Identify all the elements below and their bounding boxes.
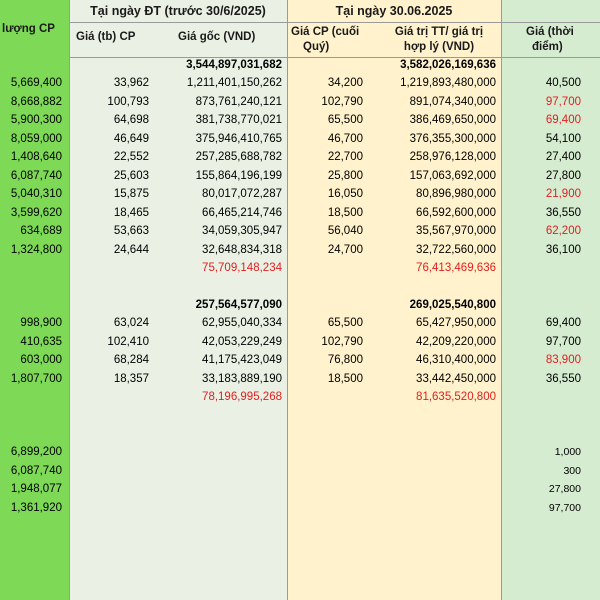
cell-avg-price: 33,962 xyxy=(113,77,149,90)
cell-price-at-time: 97,700 xyxy=(545,95,581,108)
cell-quantity: 5,900,300 xyxy=(10,114,62,127)
cell-quantity: 6,899,200 xyxy=(10,446,62,459)
cell-price-end-quarter: 25,800 xyxy=(327,169,363,182)
cell-avg-price: 100,793 xyxy=(107,95,149,108)
header-price-at-time-line1: Giá (thời xyxy=(526,26,574,38)
cell-quantity: 603,000 xyxy=(20,354,62,367)
cell-price-at-time: 40,500 xyxy=(545,77,581,90)
cell-price-end-quarter: 65,500 xyxy=(327,114,363,127)
cell-quantity: 1,948,077 xyxy=(10,483,62,496)
cell-fair-value: 35,567,970,000 xyxy=(416,225,496,238)
cell-price-at-time: 300 xyxy=(563,464,581,477)
cell-price-end-quarter: 56,040 xyxy=(327,225,363,238)
cell-fair-value: 891,074,340,000 xyxy=(409,95,496,108)
cell-fair-value: 3,582,026,169,636 xyxy=(400,59,496,71)
cell-cost-price xyxy=(150,277,282,295)
cell-price-end-quarter xyxy=(287,388,363,406)
cell-price-end-quarter xyxy=(287,56,363,74)
cell-avg-price: 18,465 xyxy=(113,206,149,219)
cell-price-at-time: 69,400 xyxy=(545,114,581,127)
cell-cost-price xyxy=(150,499,282,517)
cell-price-at-time xyxy=(501,277,581,295)
cell-price-at-time: 21,900 xyxy=(545,188,581,201)
cell-quantity xyxy=(0,425,62,443)
cell-price-at-time xyxy=(501,56,581,74)
cell-cost-price: 381,738,770,021 xyxy=(195,114,282,127)
cell-fair-value: 386,469,650,000 xyxy=(409,114,496,127)
header-price-end-quarter-line1: Giá CP (cuối xyxy=(291,26,360,38)
cell-price-at-time: 1,000 xyxy=(554,446,581,459)
header-quantity: lượng CP xyxy=(2,23,55,35)
cell-avg-price: 102,410 xyxy=(107,335,149,348)
cell-price-end-quarter: 102,790 xyxy=(321,335,363,348)
cell-fair-value: 65,427,950,000 xyxy=(416,317,496,330)
header-price-at-time-line2: điểm) xyxy=(532,41,563,53)
cell-avg-price: 24,644 xyxy=(113,243,149,256)
header-group-30-06-2025: Tại ngày 30.06.2025 xyxy=(335,4,453,18)
cell-avg-price xyxy=(69,56,149,74)
cell-price-at-time: 27,800 xyxy=(545,169,581,182)
cell-avg-price: 25,603 xyxy=(113,169,149,182)
cell-price-end-quarter: 16,050 xyxy=(327,188,363,201)
cell-cost-price: 41,175,423,049 xyxy=(202,354,282,367)
cell-cost-price: 257,285,688,782 xyxy=(195,151,282,164)
cell-fair-value: 80,896,980,000 xyxy=(416,188,496,201)
cell-price-end-quarter: 18,500 xyxy=(327,372,363,385)
header-price-at-time xyxy=(526,25,598,55)
cell-price-at-time: 27,800 xyxy=(548,483,581,496)
cell-quantity xyxy=(0,407,62,425)
cell-cost-price: 1,211,401,150,262 xyxy=(186,77,282,90)
header-group-investment-date: Tại ngày ĐT (trước 30/6/2025) xyxy=(90,4,266,18)
cell-price-end-quarter: 76,800 xyxy=(327,354,363,367)
cell-price-at-time: 97,700 xyxy=(545,335,581,348)
cell-quantity: 6,087,740 xyxy=(10,169,62,182)
cell-avg-price xyxy=(69,407,149,425)
cell-cost-price: 873,761,240,121 xyxy=(195,95,282,108)
cell-quantity xyxy=(0,277,62,295)
cell-price-end-quarter: 34,200 xyxy=(327,77,363,90)
header-fair-value xyxy=(378,25,500,55)
cell-fair-value xyxy=(365,499,496,517)
header-price-end-quarter-line2: Quý) xyxy=(303,41,330,53)
cell-avg-price: 68,284 xyxy=(113,354,149,367)
cell-fair-value: 66,592,600,000 xyxy=(416,206,496,219)
cell-fair-value: 42,209,220,000 xyxy=(416,335,496,348)
cell-avg-price xyxy=(69,296,149,314)
cell-fair-value: 32,722,560,000 xyxy=(416,243,496,256)
cell-price-at-time xyxy=(501,388,581,406)
cell-price-end-quarter xyxy=(287,425,363,443)
cell-cost-price: 33,183,889,190 xyxy=(202,372,282,385)
cell-price-at-time xyxy=(501,425,581,443)
cell-fair-value: 1,219,893,480,000 xyxy=(400,77,496,90)
grid-line xyxy=(69,22,600,23)
header-fair-value-line2: hợp lý (VND) xyxy=(403,41,475,53)
cell-price-at-time: 62,200 xyxy=(545,225,581,238)
cell-price-end-quarter xyxy=(287,443,363,461)
cell-cost-price: 42,053,229,249 xyxy=(202,335,282,348)
cell-price-end-quarter xyxy=(287,480,363,498)
cell-price-end-quarter: 18,500 xyxy=(327,206,363,219)
cell-avg-price: 46,649 xyxy=(113,132,149,145)
cell-quantity: 6,087,740 xyxy=(10,464,62,477)
cell-avg-price: 22,552 xyxy=(113,151,149,164)
cell-price-at-time: 54,100 xyxy=(545,132,581,145)
cell-price-end-quarter xyxy=(287,277,363,295)
cell-fair-value: 269,025,540,800 xyxy=(409,298,496,311)
cell-price-at-time: 27,400 xyxy=(545,151,581,164)
cell-price-at-time: 83,900 xyxy=(545,354,581,367)
cell-avg-price xyxy=(69,462,149,480)
header-fair-value-line1: Giá trị TT/ giá trị xyxy=(394,26,484,38)
cell-fair-value: 46,310,400,000 xyxy=(416,354,496,367)
cell-fair-value: 157,063,692,000 xyxy=(409,169,496,182)
cell-price-at-time: 36,100 xyxy=(545,243,581,256)
cell-quantity: 8,059,000 xyxy=(10,132,62,145)
header-price-end-quarter xyxy=(291,25,371,55)
cell-price-at-time: 69,400 xyxy=(545,317,581,330)
cell-price-at-time: 97,700 xyxy=(548,501,581,514)
cell-cost-price xyxy=(150,407,282,425)
cell-quantity: 1,807,700 xyxy=(10,372,62,385)
cell-avg-price xyxy=(69,259,149,277)
cell-avg-price: 63,024 xyxy=(113,317,149,330)
cell-cost-price xyxy=(150,480,282,498)
cell-cost-price: 66,465,214,746 xyxy=(202,206,282,219)
cell-quantity xyxy=(0,388,62,406)
cell-fair-value: 33,442,450,000 xyxy=(416,372,496,385)
cell-price-end-quarter: 46,700 xyxy=(327,132,363,145)
cell-cost-price xyxy=(150,425,282,443)
cell-avg-price xyxy=(69,443,149,461)
cell-fair-value xyxy=(365,480,496,498)
cell-quantity xyxy=(0,56,62,74)
cell-quantity xyxy=(0,296,62,314)
cell-quantity: 410,635 xyxy=(20,335,62,348)
cell-price-at-time xyxy=(501,259,581,277)
cell-cost-price xyxy=(150,462,282,480)
cell-price-end-quarter: 65,500 xyxy=(327,317,363,330)
cell-price-at-time: 36,550 xyxy=(545,206,581,219)
cell-fair-value xyxy=(365,425,496,443)
cell-avg-price xyxy=(69,277,149,295)
cell-price-end-quarter xyxy=(287,259,363,277)
cell-quantity: 3,599,620 xyxy=(10,206,62,219)
cell-quantity xyxy=(0,259,62,277)
cell-fair-value xyxy=(365,407,496,425)
cell-cost-price: 3,544,897,031,682 xyxy=(186,59,282,71)
cell-avg-price xyxy=(69,388,149,406)
cell-price-end-quarter: 24,700 xyxy=(327,243,363,256)
cell-avg-price: 64,698 xyxy=(113,114,149,127)
cell-cost-price: 78,196,995,268 xyxy=(202,391,282,404)
header-avg-price: Giá (tb) CP xyxy=(76,31,136,43)
cell-quantity: 5,669,400 xyxy=(10,77,62,90)
cell-cost-price: 34,059,305,947 xyxy=(202,225,282,238)
cell-fair-value: 376,355,300,000 xyxy=(409,132,496,145)
cell-fair-value xyxy=(365,443,496,461)
cell-price-end-quarter xyxy=(287,407,363,425)
cell-quantity: 998,900 xyxy=(20,317,62,330)
cell-cost-price: 32,648,834,318 xyxy=(202,243,282,256)
cell-avg-price: 15,875 xyxy=(113,188,149,201)
cell-fair-value: 81,635,520,800 xyxy=(416,391,496,404)
cell-fair-value: 76,413,469,636 xyxy=(416,261,496,274)
cell-fair-value: 258,976,128,000 xyxy=(409,151,496,164)
cell-cost-price: 375,946,410,765 xyxy=(195,132,282,145)
cell-cost-price xyxy=(150,443,282,461)
cell-price-end-quarter: 22,700 xyxy=(327,151,363,164)
cell-cost-price: 257,564,577,090 xyxy=(195,298,282,311)
cell-quantity: 8,668,882 xyxy=(10,95,62,108)
cell-price-end-quarter xyxy=(287,499,363,517)
cell-quantity: 1,408,640 xyxy=(10,151,62,164)
cell-cost-price: 80,017,072,287 xyxy=(202,188,282,201)
cell-price-at-time xyxy=(501,407,581,425)
cell-avg-price xyxy=(69,480,149,498)
cell-fair-value xyxy=(365,277,496,295)
cell-price-at-time xyxy=(501,296,581,314)
cell-cost-price: 62,955,040,334 xyxy=(202,317,282,330)
cell-quantity: 1,324,800 xyxy=(10,243,62,256)
cell-avg-price: 53,663 xyxy=(113,225,149,238)
cell-quantity: 5,040,310 xyxy=(10,188,62,201)
cell-cost-price: 75,709,148,234 xyxy=(202,261,282,274)
cell-quantity: 1,361,920 xyxy=(10,501,62,514)
cell-cost-price: 155,864,196,199 xyxy=(195,169,282,182)
cell-price-end-quarter xyxy=(287,462,363,480)
cell-fair-value xyxy=(365,462,496,480)
cell-price-end-quarter xyxy=(287,296,363,314)
cell-price-end-quarter: 102,790 xyxy=(321,95,363,108)
header-cost-price: Giá gốc (VND) xyxy=(178,31,256,43)
cell-avg-price xyxy=(69,425,149,443)
cell-price-at-time: 36,550 xyxy=(545,372,581,385)
cell-avg-price xyxy=(69,499,149,517)
cell-avg-price: 18,357 xyxy=(113,372,149,385)
cell-quantity: 634,689 xyxy=(20,225,62,238)
